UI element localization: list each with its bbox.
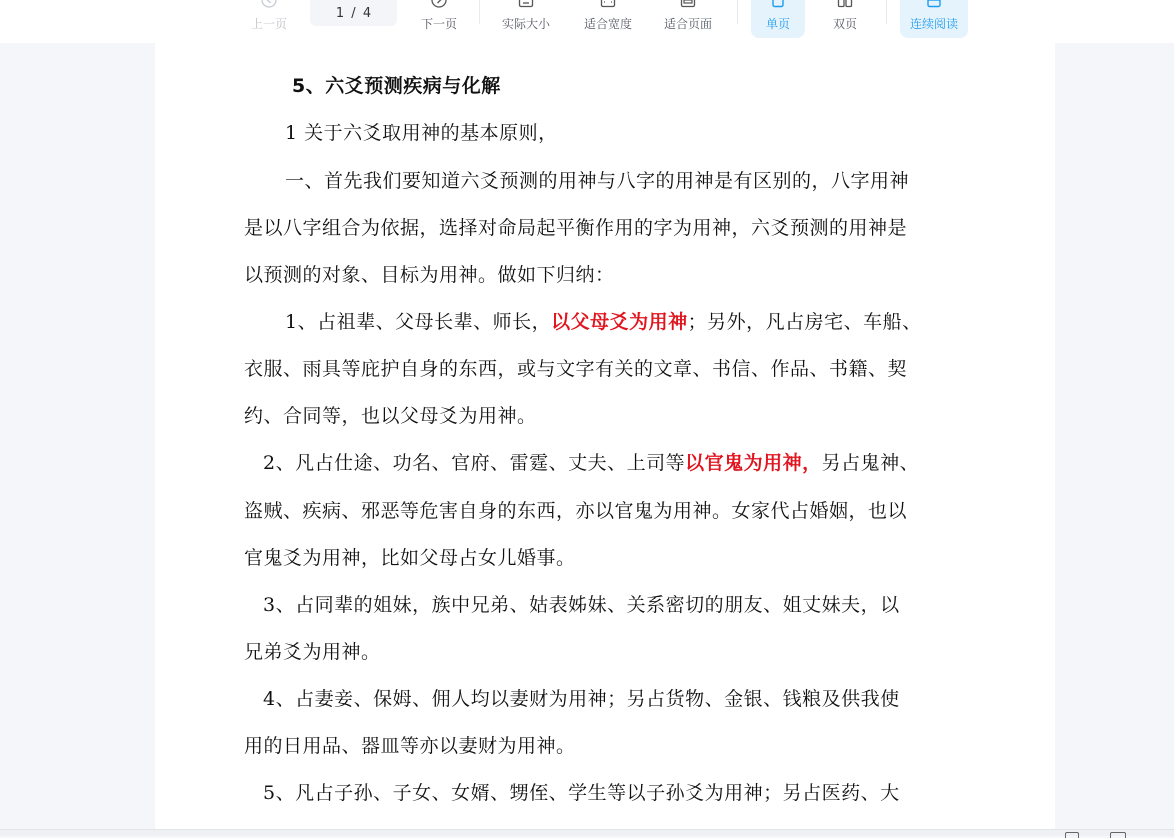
double-page-view-icon[interactable] bbox=[1110, 832, 1126, 838]
list-item-1 bbox=[285, 307, 922, 334]
next-page-label: 下一页 bbox=[420, 17, 457, 31]
document-page bbox=[155, 43, 1055, 829]
paragraph-line: 以预测的对象、目标为用神。做如下归纳： bbox=[244, 264, 615, 286]
continuous-read-label: 连续阅读 bbox=[909, 17, 958, 31]
list-item-4: 4、占妻妾、保姆、佣人均以妻财为用神；另占货物、金银、钱粮及供我使 bbox=[263, 688, 900, 710]
paragraph-line: 盗贼、疾病、邪恶等危害自身的东西，亦以官鬼为用神。女家代占婚姻，也以 bbox=[244, 500, 908, 522]
fit-width-button[interactable] bbox=[576, 0, 640, 38]
text-span: ；另外，凡占房宅、车船、 bbox=[687, 311, 922, 333]
continuous-read-icon bbox=[926, 0, 942, 8]
toolbar-divider bbox=[737, 0, 738, 24]
list-item-2 bbox=[263, 448, 919, 475]
actual-size-button[interactable] bbox=[494, 0, 558, 38]
paragraph-line: 兄弟爻为用神。 bbox=[244, 641, 381, 663]
section-heading: 5、六爻预测疾病与化解 bbox=[292, 75, 501, 97]
double-page-button[interactable] bbox=[818, 0, 872, 38]
fit-page-icon bbox=[680, 0, 696, 8]
text-span: 1、占祖辈、父母长辈、师长， bbox=[285, 311, 552, 333]
toolbar-divider bbox=[479, 0, 480, 24]
next-page-button[interactable] bbox=[410, 0, 468, 38]
fit-width-icon bbox=[600, 0, 616, 8]
page-indicator-text: 1 / 4 bbox=[335, 5, 372, 21]
list-item-5: 5、凡占子孙、子女、女婿、甥侄、学生等以子孙爻为用神；另占医药、大 bbox=[263, 782, 900, 804]
actual-size-icon bbox=[518, 0, 534, 8]
prev-page-label: 上一页 bbox=[250, 17, 287, 31]
subheading: 1 关于六爻取用神的基本原则， bbox=[285, 122, 558, 144]
viewer-toolbar bbox=[0, 0, 1174, 43]
paragraph-line: 一、首先我们要知道六爻预测的用神与八字的用神是有区别的，八字用神 bbox=[285, 170, 910, 192]
paragraph-line: 约、合同等，也以父母爻为用神。 bbox=[244, 405, 537, 427]
toolbar-divider bbox=[886, 0, 887, 24]
paragraph-line: 官鬼爻为用神，比如父母占女儿婚事。 bbox=[244, 547, 576, 569]
status-bar bbox=[0, 829, 1174, 836]
double-page-label: 双页 bbox=[832, 17, 857, 31]
single-page-icon bbox=[770, 0, 786, 8]
fit-width-label: 适合宽度 bbox=[583, 17, 632, 31]
chevron-left-circle-icon bbox=[261, 0, 277, 8]
actual-size-label: 实际大小 bbox=[501, 17, 550, 31]
fit-page-button[interactable] bbox=[656, 0, 720, 38]
chevron-right-circle-icon bbox=[431, 0, 447, 8]
paragraph-line: 衣服、雨具等庇护自身的东西，或与文字有关的文章、书信、作品、书籍、契 bbox=[244, 358, 908, 380]
single-page-button[interactable] bbox=[751, 0, 805, 38]
list-item-3: 3、占同辈的姐妹，族中兄弟、姑表姊妹、关系密切的朋友、姐丈妹夫，以 bbox=[263, 594, 900, 616]
highlight-text: 以父母爻为用神 bbox=[551, 311, 688, 333]
page-number-input[interactable] bbox=[310, 0, 397, 26]
paragraph-line: 是以八字组合为依据，选择对命局起平衡作用的字为用神，六爻预测的用神是 bbox=[244, 217, 908, 239]
fit-page-label: 适合页面 bbox=[663, 17, 712, 31]
text-span: 另占鬼神、 bbox=[821, 452, 920, 474]
highlight-text: 以官鬼为用神， bbox=[685, 452, 822, 474]
paragraph-line: 用的日用品、器皿等亦以妻财为用神。 bbox=[244, 735, 576, 757]
text-span: 2、凡占仕途、功名、官府、雷霆、丈夫、上司等 bbox=[263, 452, 686, 474]
double-page-icon bbox=[837, 0, 853, 8]
continuous-read-button[interactable] bbox=[900, 0, 968, 38]
prev-page-button[interactable] bbox=[240, 0, 298, 38]
single-page-label: 单页 bbox=[765, 17, 790, 31]
single-page-view-icon[interactable] bbox=[1065, 832, 1079, 838]
